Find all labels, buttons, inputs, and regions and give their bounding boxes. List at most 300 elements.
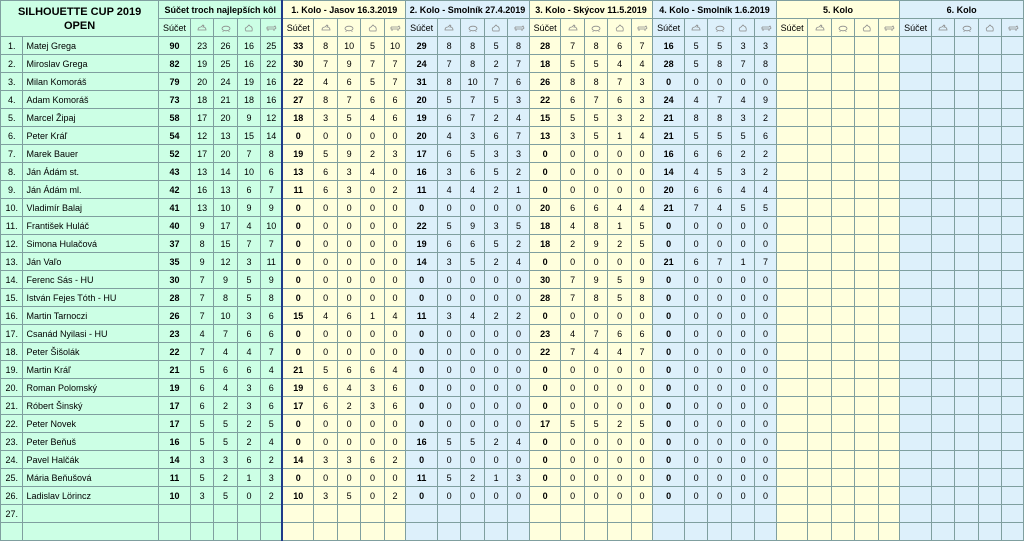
round-sum-cell: 0 bbox=[282, 325, 314, 343]
round-score-cell: 0 bbox=[631, 469, 652, 487]
shooter-name: István Fejes Tóth - HU bbox=[23, 289, 159, 307]
chicken-icon bbox=[931, 19, 954, 37]
round-score-cell: 2 bbox=[337, 397, 360, 415]
round-score-cell bbox=[978, 433, 1001, 451]
round-sum-cell: 0 bbox=[653, 451, 685, 469]
round-sum-cell: 17 bbox=[529, 415, 561, 433]
round-score-cell: 3 bbox=[361, 397, 384, 415]
round-score-cell: 0 bbox=[484, 271, 507, 289]
round-sum-cell bbox=[776, 451, 808, 469]
round-sum-cell: 0 bbox=[282, 199, 314, 217]
rank-cell: 11. bbox=[1, 217, 23, 235]
round-score-cell bbox=[831, 55, 854, 73]
round-score-cell bbox=[878, 469, 899, 487]
round-sum-cell: 29 bbox=[406, 37, 438, 55]
round-sum-cell: 0 bbox=[406, 271, 438, 289]
round-score-cell bbox=[831, 37, 854, 55]
round-score-cell: 6 bbox=[384, 379, 405, 397]
round-sum-cell bbox=[653, 523, 685, 541]
round-score-cell: 4 bbox=[384, 307, 405, 325]
rank-cell: 3. bbox=[1, 73, 23, 91]
round-score-cell bbox=[508, 523, 529, 541]
round-sum-cell: 21 bbox=[653, 199, 685, 217]
best-score-cell: 14 bbox=[261, 127, 282, 145]
round-score-cell: 6 bbox=[337, 307, 360, 325]
round-score-cell: 6 bbox=[361, 361, 384, 379]
rank-cell: 23. bbox=[1, 433, 23, 451]
best-score-cell: 15 bbox=[214, 235, 237, 253]
round-score-cell bbox=[931, 163, 954, 181]
round-sum-cell bbox=[776, 163, 808, 181]
round-sum-cell bbox=[776, 397, 808, 415]
round-score-cell: 0 bbox=[461, 451, 484, 469]
round-score-cell bbox=[955, 433, 978, 451]
round-score-cell: 5 bbox=[437, 91, 460, 109]
round-score-cell: 0 bbox=[484, 199, 507, 217]
round-sum-cell: 22 bbox=[406, 217, 438, 235]
round-score-cell bbox=[855, 325, 878, 343]
round-score-cell bbox=[955, 343, 978, 361]
round-sum-cell: 0 bbox=[653, 343, 685, 361]
round-sum-cell bbox=[776, 415, 808, 433]
round-sum-cell bbox=[900, 289, 932, 307]
round-score-cell: 0 bbox=[631, 397, 652, 415]
round-sum-cell: 11 bbox=[282, 181, 314, 199]
round-sum-cell: 17 bbox=[406, 145, 438, 163]
round-score-cell bbox=[831, 235, 854, 253]
sum-label: Súčet bbox=[653, 19, 685, 37]
round-score-cell: 0 bbox=[731, 361, 754, 379]
round-sum-cell: 0 bbox=[529, 379, 561, 397]
round-score-cell bbox=[878, 37, 899, 55]
turkey-icon bbox=[731, 19, 754, 37]
round-score-cell: 6 bbox=[508, 73, 529, 91]
best-score-cell: 2 bbox=[214, 397, 237, 415]
rank-cell: 16. bbox=[1, 307, 23, 325]
round-score-cell bbox=[1002, 523, 1024, 541]
round-sum-cell: 0 bbox=[406, 361, 438, 379]
round-score-cell: 7 bbox=[484, 73, 507, 91]
round-sum-cell: 0 bbox=[653, 307, 685, 325]
round-sum-cell: 21 bbox=[282, 361, 314, 379]
round-score-cell bbox=[831, 271, 854, 289]
round-score-cell bbox=[461, 505, 484, 523]
round-score-cell: 0 bbox=[484, 361, 507, 379]
round-score-cell: 0 bbox=[337, 469, 360, 487]
round-sum-cell: 23 bbox=[529, 325, 561, 343]
round-score-cell: 0 bbox=[708, 415, 731, 433]
round-score-cell: 0 bbox=[755, 397, 776, 415]
round-sum-cell bbox=[900, 523, 932, 541]
best-score-cell: 6 bbox=[237, 181, 260, 199]
chicken-icon bbox=[567, 24, 579, 32]
best-score-cell: 5 bbox=[190, 361, 213, 379]
round-sum-cell: 0 bbox=[529, 361, 561, 379]
round-sum-cell: 22 bbox=[529, 91, 561, 109]
ram-icon bbox=[760, 24, 772, 32]
best-sum-cell: 17 bbox=[159, 397, 191, 415]
round-score-cell bbox=[955, 325, 978, 343]
best-score-cell: 13 bbox=[190, 199, 213, 217]
round-score-cell: 2 bbox=[508, 235, 529, 253]
round-score-cell: 0 bbox=[461, 289, 484, 307]
round-score-cell: 8 bbox=[584, 217, 607, 235]
best-score-cell: 17 bbox=[190, 145, 213, 163]
best-score-cell: 3 bbox=[237, 379, 260, 397]
round-score-cell bbox=[978, 91, 1001, 109]
round-score-cell bbox=[878, 109, 899, 127]
table-row bbox=[1, 415, 1024, 433]
round-score-cell bbox=[978, 487, 1001, 505]
round-sum-cell: 26 bbox=[529, 73, 561, 91]
round-score-cell: 0 bbox=[337, 235, 360, 253]
round-score-cell bbox=[955, 37, 978, 55]
best-score-cell: 17 bbox=[190, 109, 213, 127]
title-line1: SILHOUETTE CUP 2019 bbox=[17, 5, 142, 18]
table-row bbox=[1, 73, 1024, 91]
round-score-cell bbox=[831, 469, 854, 487]
round-score-cell bbox=[1002, 379, 1024, 397]
round-score-cell bbox=[755, 505, 776, 523]
best-score-cell: 8 bbox=[190, 235, 213, 253]
round-sum-cell: 18 bbox=[282, 109, 314, 127]
round-score-cell: 0 bbox=[384, 163, 405, 181]
round-sum-cell bbox=[900, 127, 932, 145]
round-sum-cell bbox=[282, 505, 314, 523]
rank-cell: 25. bbox=[1, 469, 23, 487]
round-score-cell: 5 bbox=[561, 109, 584, 127]
round-score-cell: 0 bbox=[561, 181, 584, 199]
turkey-icon bbox=[484, 19, 507, 37]
round-score-cell: 0 bbox=[437, 343, 460, 361]
shooter-name: Ján Vaľo bbox=[23, 253, 159, 271]
best-score-cell: 9 bbox=[214, 271, 237, 289]
round-score-cell: 0 bbox=[755, 235, 776, 253]
round-score-cell: 4 bbox=[508, 253, 529, 271]
round-score-cell: 2 bbox=[461, 469, 484, 487]
round-score-cell: 2 bbox=[484, 109, 507, 127]
round-score-cell: 6 bbox=[608, 325, 631, 343]
round-score-cell: 5 bbox=[684, 127, 707, 145]
round-score-cell: 4 bbox=[608, 55, 631, 73]
round-sum-cell: 20 bbox=[406, 91, 438, 109]
round-score-cell: 3 bbox=[484, 145, 507, 163]
best-score-cell: 6 bbox=[261, 163, 282, 181]
round-score-cell: 0 bbox=[561, 487, 584, 505]
pig-icon bbox=[831, 19, 854, 37]
round-sum-cell: 0 bbox=[653, 271, 685, 289]
round-sum-cell: 0 bbox=[406, 289, 438, 307]
round-sum-cell bbox=[653, 505, 685, 523]
round-score-cell: 0 bbox=[384, 289, 405, 307]
best-score-cell: 15 bbox=[237, 127, 260, 145]
shooter-name: Mária Beňušová bbox=[23, 469, 159, 487]
round-score-cell: 0 bbox=[755, 469, 776, 487]
round-score-cell: 0 bbox=[508, 379, 529, 397]
round-score-cell: 5 bbox=[631, 217, 652, 235]
best-score-cell: 9 bbox=[261, 199, 282, 217]
ram-icon bbox=[389, 24, 401, 32]
round-sum-cell: 14 bbox=[282, 451, 314, 469]
round-score-cell: 0 bbox=[437, 415, 460, 433]
round-score-cell bbox=[855, 307, 878, 325]
round-score-cell bbox=[878, 127, 899, 145]
round-score-cell: 6 bbox=[314, 397, 337, 415]
round-score-cell bbox=[484, 523, 507, 541]
round-score-cell bbox=[361, 523, 384, 541]
round-score-cell: 0 bbox=[731, 379, 754, 397]
rank-cell: 19. bbox=[1, 361, 23, 379]
chicken-icon bbox=[690, 24, 702, 32]
round-score-cell: 0 bbox=[484, 451, 507, 469]
round-score-cell: 0 bbox=[755, 217, 776, 235]
round-score-cell: 0 bbox=[461, 343, 484, 361]
round-score-cell: 5 bbox=[437, 469, 460, 487]
round-score-cell: 1 bbox=[731, 253, 754, 271]
round-score-cell bbox=[808, 55, 831, 73]
round-score-cell bbox=[831, 109, 854, 127]
best-score-cell: 7 bbox=[190, 307, 213, 325]
round-score-cell: 0 bbox=[584, 163, 607, 181]
round-score-cell bbox=[855, 271, 878, 289]
round-score-cell bbox=[931, 109, 954, 127]
round-sum-cell bbox=[776, 37, 808, 55]
round-score-cell: 0 bbox=[684, 271, 707, 289]
round-score-cell: 0 bbox=[384, 127, 405, 145]
round-score-cell bbox=[831, 343, 854, 361]
best-score-cell: 7 bbox=[190, 343, 213, 361]
round-sum-cell: 0 bbox=[653, 217, 685, 235]
round-score-cell: 0 bbox=[708, 217, 731, 235]
round-score-cell: 0 bbox=[361, 253, 384, 271]
best-score-cell bbox=[237, 523, 260, 541]
round-score-cell: 0 bbox=[437, 271, 460, 289]
round-score-cell bbox=[878, 181, 899, 199]
round-sum-cell: 27 bbox=[282, 91, 314, 109]
round-sum-cell: 0 bbox=[529, 145, 561, 163]
round-sum-cell bbox=[900, 163, 932, 181]
round-score-cell bbox=[978, 415, 1001, 433]
title-line2: OPEN bbox=[64, 19, 96, 32]
round-score-cell bbox=[978, 199, 1001, 217]
rank-cell: 27. bbox=[1, 505, 23, 523]
round-score-cell: 7 bbox=[708, 253, 731, 271]
round-score-cell bbox=[978, 109, 1001, 127]
round-score-cell: 0 bbox=[384, 271, 405, 289]
sum-label: Súčet bbox=[529, 19, 561, 37]
best-score-cell bbox=[237, 505, 260, 523]
round-score-cell: 4 bbox=[731, 91, 754, 109]
best-score-cell: 7 bbox=[261, 343, 282, 361]
round-score-cell bbox=[978, 163, 1001, 181]
round-score-cell: 0 bbox=[561, 451, 584, 469]
round-score-cell: 0 bbox=[608, 253, 631, 271]
round-score-cell: 0 bbox=[608, 487, 631, 505]
best-score-cell: 2 bbox=[261, 487, 282, 505]
round-sum-cell: 30 bbox=[529, 271, 561, 289]
round-score-cell bbox=[855, 505, 878, 523]
round-score-cell bbox=[831, 289, 854, 307]
round-score-cell bbox=[808, 217, 831, 235]
round-score-cell: 0 bbox=[755, 487, 776, 505]
round-score-cell: 7 bbox=[731, 55, 754, 73]
shooter-name: Martin Tarnoczi bbox=[23, 307, 159, 325]
round-score-cell: 0 bbox=[337, 253, 360, 271]
round-score-cell: 4 bbox=[337, 379, 360, 397]
table-row bbox=[1, 379, 1024, 397]
round-score-cell bbox=[955, 109, 978, 127]
round-sum-cell: 0 bbox=[653, 361, 685, 379]
round-sum-cell bbox=[776, 343, 808, 361]
round-score-cell: 0 bbox=[484, 397, 507, 415]
round-score-cell: 0 bbox=[337, 199, 360, 217]
round-sum-cell bbox=[776, 271, 808, 289]
round-header-3: 3. Kolo - Skýcov 11.5.2019 bbox=[529, 1, 652, 19]
round-score-cell: 2 bbox=[484, 307, 507, 325]
shooter-name bbox=[23, 505, 159, 523]
round-score-cell: 0 bbox=[508, 361, 529, 379]
round-score-cell bbox=[855, 361, 878, 379]
round-score-cell: 0 bbox=[484, 343, 507, 361]
round-sum-cell bbox=[900, 91, 932, 109]
round-score-cell: 0 bbox=[755, 433, 776, 451]
round-score-cell: 0 bbox=[631, 253, 652, 271]
table-row bbox=[1, 451, 1024, 469]
best-score-cell bbox=[190, 505, 213, 523]
round-score-cell: 8 bbox=[437, 37, 460, 55]
round-score-cell: 0 bbox=[731, 271, 754, 289]
round-score-cell bbox=[1002, 37, 1024, 55]
table-row bbox=[1, 253, 1024, 271]
round-sum-cell: 21 bbox=[653, 253, 685, 271]
ram-icon bbox=[384, 19, 405, 37]
round-score-cell: 0 bbox=[584, 451, 607, 469]
turkey-icon bbox=[490, 24, 502, 32]
round-score-cell bbox=[384, 523, 405, 541]
round-score-cell: 7 bbox=[584, 91, 607, 109]
header-row bbox=[1, 1, 1024, 19]
round-score-cell: 3 bbox=[361, 379, 384, 397]
pig-icon bbox=[337, 19, 360, 37]
round-score-cell: 0 bbox=[314, 253, 337, 271]
best-sum-cell: 42 bbox=[159, 181, 191, 199]
round-sum-cell: 0 bbox=[529, 307, 561, 325]
round-sum-cell: 21 bbox=[653, 109, 685, 127]
chicken-icon bbox=[937, 24, 949, 32]
best-score-cell: 9 bbox=[190, 217, 213, 235]
round-sum-cell: 33 bbox=[282, 37, 314, 55]
rank-cell: 13. bbox=[1, 253, 23, 271]
round-score-cell: 3 bbox=[631, 73, 652, 91]
round-score-cell: 0 bbox=[731, 217, 754, 235]
round-score-cell bbox=[631, 523, 652, 541]
round-score-cell: 6 bbox=[684, 181, 707, 199]
round-score-cell: 0 bbox=[361, 289, 384, 307]
round-sum-cell bbox=[406, 505, 438, 523]
round-score-cell bbox=[808, 253, 831, 271]
round-score-cell: 0 bbox=[508, 325, 529, 343]
round-score-cell: 0 bbox=[631, 379, 652, 397]
best-sum-cell: 14 bbox=[159, 451, 191, 469]
round-score-cell bbox=[855, 487, 878, 505]
round-score-cell bbox=[955, 397, 978, 415]
round-score-cell: 8 bbox=[631, 289, 652, 307]
round-score-cell: 0 bbox=[708, 73, 731, 91]
round-sum-cell: 15 bbox=[282, 307, 314, 325]
round-score-cell bbox=[878, 361, 899, 379]
best-sum-cell: 40 bbox=[159, 217, 191, 235]
round-score-cell bbox=[878, 217, 899, 235]
rank-cell: 9. bbox=[1, 181, 23, 199]
best-score-cell: 2 bbox=[237, 433, 260, 451]
best-sum-cell: 41 bbox=[159, 199, 191, 217]
best-score-cell: 5 bbox=[261, 415, 282, 433]
round-score-cell bbox=[1002, 469, 1024, 487]
pig-icon bbox=[708, 19, 731, 37]
ram-icon bbox=[265, 24, 277, 32]
round-score-cell bbox=[931, 307, 954, 325]
round-score-cell: 0 bbox=[337, 271, 360, 289]
round-sum-cell: 0 bbox=[529, 487, 561, 505]
round-sum-cell: 0 bbox=[406, 397, 438, 415]
round-score-cell bbox=[831, 523, 854, 541]
round-score-cell bbox=[978, 361, 1001, 379]
round-score-cell bbox=[978, 145, 1001, 163]
turkey-icon bbox=[243, 24, 255, 32]
ram-icon bbox=[513, 24, 525, 32]
round-sum-cell bbox=[776, 361, 808, 379]
round-score-cell bbox=[684, 523, 707, 541]
round-score-cell: 0 bbox=[684, 235, 707, 253]
best-score-cell: 8 bbox=[261, 145, 282, 163]
rank-cell: 15. bbox=[1, 289, 23, 307]
round-score-cell bbox=[931, 289, 954, 307]
round-score-cell: 0 bbox=[708, 289, 731, 307]
round-score-cell bbox=[1002, 325, 1024, 343]
table-row bbox=[1, 397, 1024, 415]
best-sum-cell: 52 bbox=[159, 145, 191, 163]
round-score-cell: 0 bbox=[361, 127, 384, 145]
round-score-cell: 0 bbox=[731, 469, 754, 487]
round-score-cell: 4 bbox=[631, 199, 652, 217]
best-score-cell: 24 bbox=[214, 73, 237, 91]
round-sum-cell bbox=[900, 379, 932, 397]
best-score-cell: 9 bbox=[237, 109, 260, 127]
round-score-cell: 6 bbox=[314, 181, 337, 199]
round-score-cell: 3 bbox=[337, 163, 360, 181]
round-score-cell bbox=[978, 379, 1001, 397]
round-score-cell: 0 bbox=[337, 415, 360, 433]
round-score-cell: 7 bbox=[437, 55, 460, 73]
round-sum-cell: 0 bbox=[529, 469, 561, 487]
round-score-cell bbox=[878, 415, 899, 433]
round-score-cell: 0 bbox=[361, 235, 384, 253]
rank-cell: 24. bbox=[1, 451, 23, 469]
round-score-cell: 9 bbox=[631, 271, 652, 289]
round-score-cell: 5 bbox=[314, 361, 337, 379]
round-score-cell: 7 bbox=[561, 343, 584, 361]
round-sum-cell: 0 bbox=[529, 433, 561, 451]
best-score-cell: 6 bbox=[190, 397, 213, 415]
round-sum-cell bbox=[900, 145, 932, 163]
chicken-icon bbox=[190, 19, 213, 37]
round-score-cell bbox=[955, 523, 978, 541]
round-score-cell bbox=[955, 91, 978, 109]
round-score-cell bbox=[437, 523, 460, 541]
round-sum-cell: 19 bbox=[282, 379, 314, 397]
round-score-cell: 0 bbox=[384, 253, 405, 271]
table-row bbox=[1, 325, 1024, 343]
